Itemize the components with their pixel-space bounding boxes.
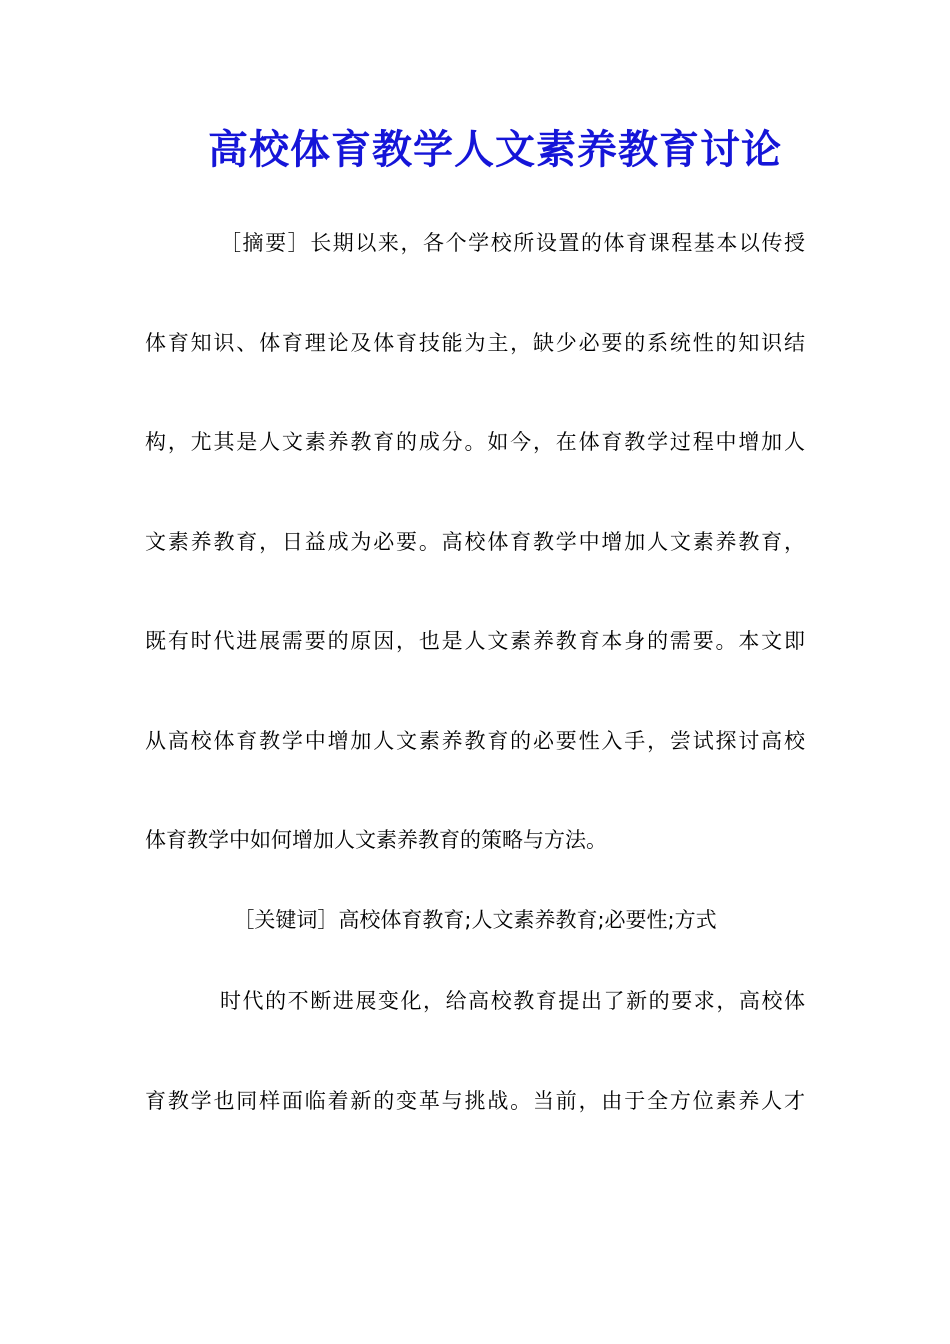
abstract-line: 体育教学中如何增加人文素养教育的策略与方法。 xyxy=(145,828,607,852)
abstract-line: 既有时代进展需要的原因，也是人文素养教育本身的需要。本文即 xyxy=(145,629,805,653)
body-line: 时代的不断进展变化，给高校教育提出了新的要求，高校体 xyxy=(220,989,805,1013)
document-title: 高校体育教学人文素养教育讨论 xyxy=(208,126,782,173)
abstract-line: 体育知识、体育理论及体育技能为主，缺少必要的系统性的知识结 xyxy=(145,331,805,355)
abstract-line: ［摘要］长期以来，各个学校所设置的体育课程基本以传授 xyxy=(220,231,805,255)
abstract-line: 构，尤其是人文素养教育的成分。如今，在体育教学过程中增加人 xyxy=(145,430,805,454)
keywords-line: ［关键词］高校体育教育;人文素养教育;必要性;方式 xyxy=(233,908,717,932)
abstract-line: 从高校体育教学中增加人文素养教育的必要性入手，尝试探讨高校 xyxy=(145,729,805,753)
body-line: 育教学也同样面临着新的变革与挑战。当前，由于全方位素养人才 xyxy=(145,1089,805,1113)
abstract-line: 文素养教育，日益成为必要。高校体育教学中增加人文素养教育， xyxy=(145,530,805,554)
